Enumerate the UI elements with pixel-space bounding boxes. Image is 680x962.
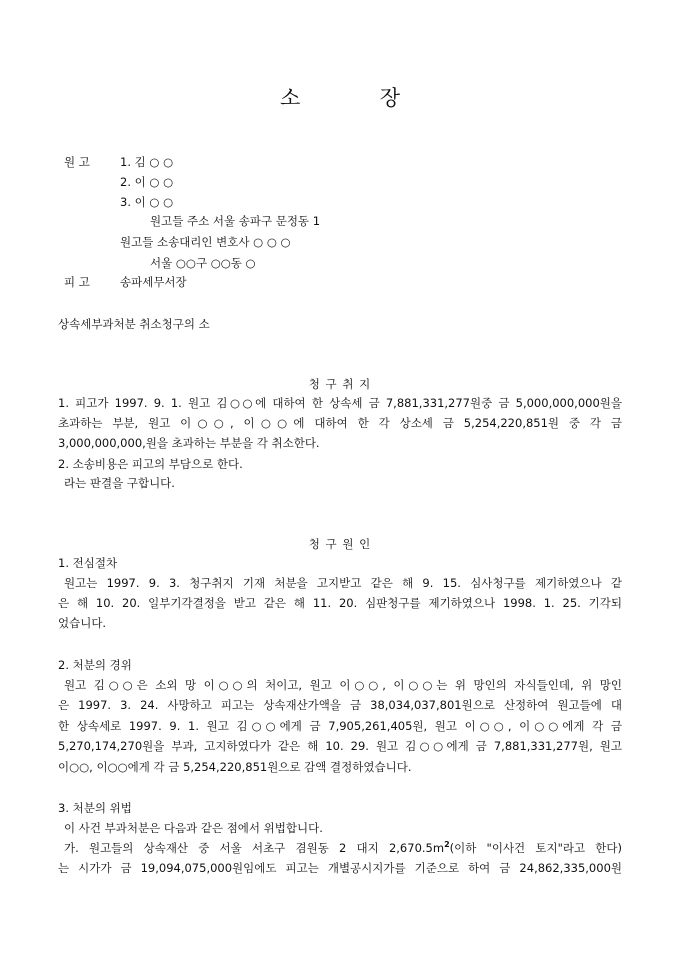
section-3-title: 3. 처분의 위법 <box>58 801 132 815</box>
plaintiff-3: 3. 이 ○ ○ <box>120 195 174 209</box>
plaintiff-2: 2. 이 ○ ○ <box>120 175 174 189</box>
section-1-line-3: 었습니다. <box>58 616 107 630</box>
section-3-line-3: 는 시가가 금 19,094,075,000원임에도 피고는 개별공시지가를 기준으로 하여 금 24,862,335,000원 <box>58 861 622 875</box>
defendant: 송파세무서장 <box>120 275 187 289</box>
attorney-address: 서울 ○○구 ○○동 ○ <box>150 256 256 270</box>
section-3-line-2 <box>64 840 622 856</box>
claim-line-5: 라는 판결을 구합니다. <box>64 476 175 490</box>
claim-line-4: 2. 소송비용은 피고의 부담으로 한다. <box>58 457 243 471</box>
section-1-title: 1. 전심절차 <box>58 556 118 570</box>
plaintiff-label: 원 고 <box>64 155 90 169</box>
section-2-line-5: 이○○, 이○○에게 각 금 5,254,220,851원으로 감액 결정하였습니다. <box>58 760 412 774</box>
case-name: 상속세부과처분 취소청구의 소 <box>58 317 210 331</box>
section-3-line-2-b: (이하 "이사건 토지"라고 한다) <box>449 841 622 855</box>
defendant-label: 피 고 <box>64 275 90 289</box>
document-title <box>0 82 680 112</box>
section-2-title: 2. 처분의 경위 <box>58 658 132 672</box>
section-2-line-3: 한 상속세로 1997. 9. 1. 원고 김○○에게 금 7,905,261,405원, 원고 이○○, 이○○에게 각 금 <box>58 719 622 733</box>
attorney: 원고들 소송대리인 변호사 ○ ○ ○ <box>120 235 291 249</box>
section-1-line-1: 원고는 1997. 9. 3. 청구취지 기재 처분을 고지받고 같은 해 9. 15. 심사청구를 제기하였으나 같 <box>64 576 622 590</box>
title-char-2: 장 <box>379 86 400 110</box>
claim-line-3: 3,000,000,000,원을 초과하는 부분을 각 취소한다. <box>58 436 320 450</box>
section-2-line-2: 은 1997. 3. 24. 사망하고 피고는 상속재산가액을 금 38,034,037,801원으로 산정하여 원고들에 대 <box>58 698 622 712</box>
section-3-line-2-a: 가. 원고들의 상속재산 중 서울 서초구 겸원동 2 대지 2,670.5m <box>64 841 445 855</box>
cause-heading: 청 구 원 인 <box>308 537 372 551</box>
plaintiff-address: 원고들 주소 서울 송파구 문정동 1 <box>150 214 321 228</box>
section-1-line-2: 은 해 10. 20. 일부기각결정을 받고 같은 해 11. 20. 심판청구를 제기하였으나 1998. 1. 25. 기각되 <box>58 596 622 610</box>
section-3-line-1: 이 사건 부과처분은 다음과 같은 점에서 위법합니다. <box>64 821 323 835</box>
superscript-2: 2 <box>444 840 450 850</box>
claim-line-2: 초과하는 부분, 원고 이○○, 이○○에 대하여 한 각 상소세 금 5,254,220,851원 중 각 금 <box>58 416 622 430</box>
claim-heading: 청 구 취 지 <box>308 377 372 391</box>
claim-line-1: 1. 피고가 1997. 9. 1. 원고 김○○에 대하여 한 상속세 금 7,881,331,277원중 금 5,000,000,000원을 <box>58 396 622 410</box>
title-char-1: 소 <box>280 86 301 110</box>
section-2-line-4: 5,270,174,270원을 부과, 고지하였다가 같은 해 10. 29. 원고 김○○에게 금 7,881,331,277원, 원고 <box>58 739 622 753</box>
section-2-line-1: 원고 김○○은 소외 망 이○○의 처이고, 원고 이○○, 이○○는 위 망인의 자식들인데, 위 망인 <box>64 678 622 692</box>
plaintiff-1: 1. 김 ○ ○ <box>120 155 174 169</box>
